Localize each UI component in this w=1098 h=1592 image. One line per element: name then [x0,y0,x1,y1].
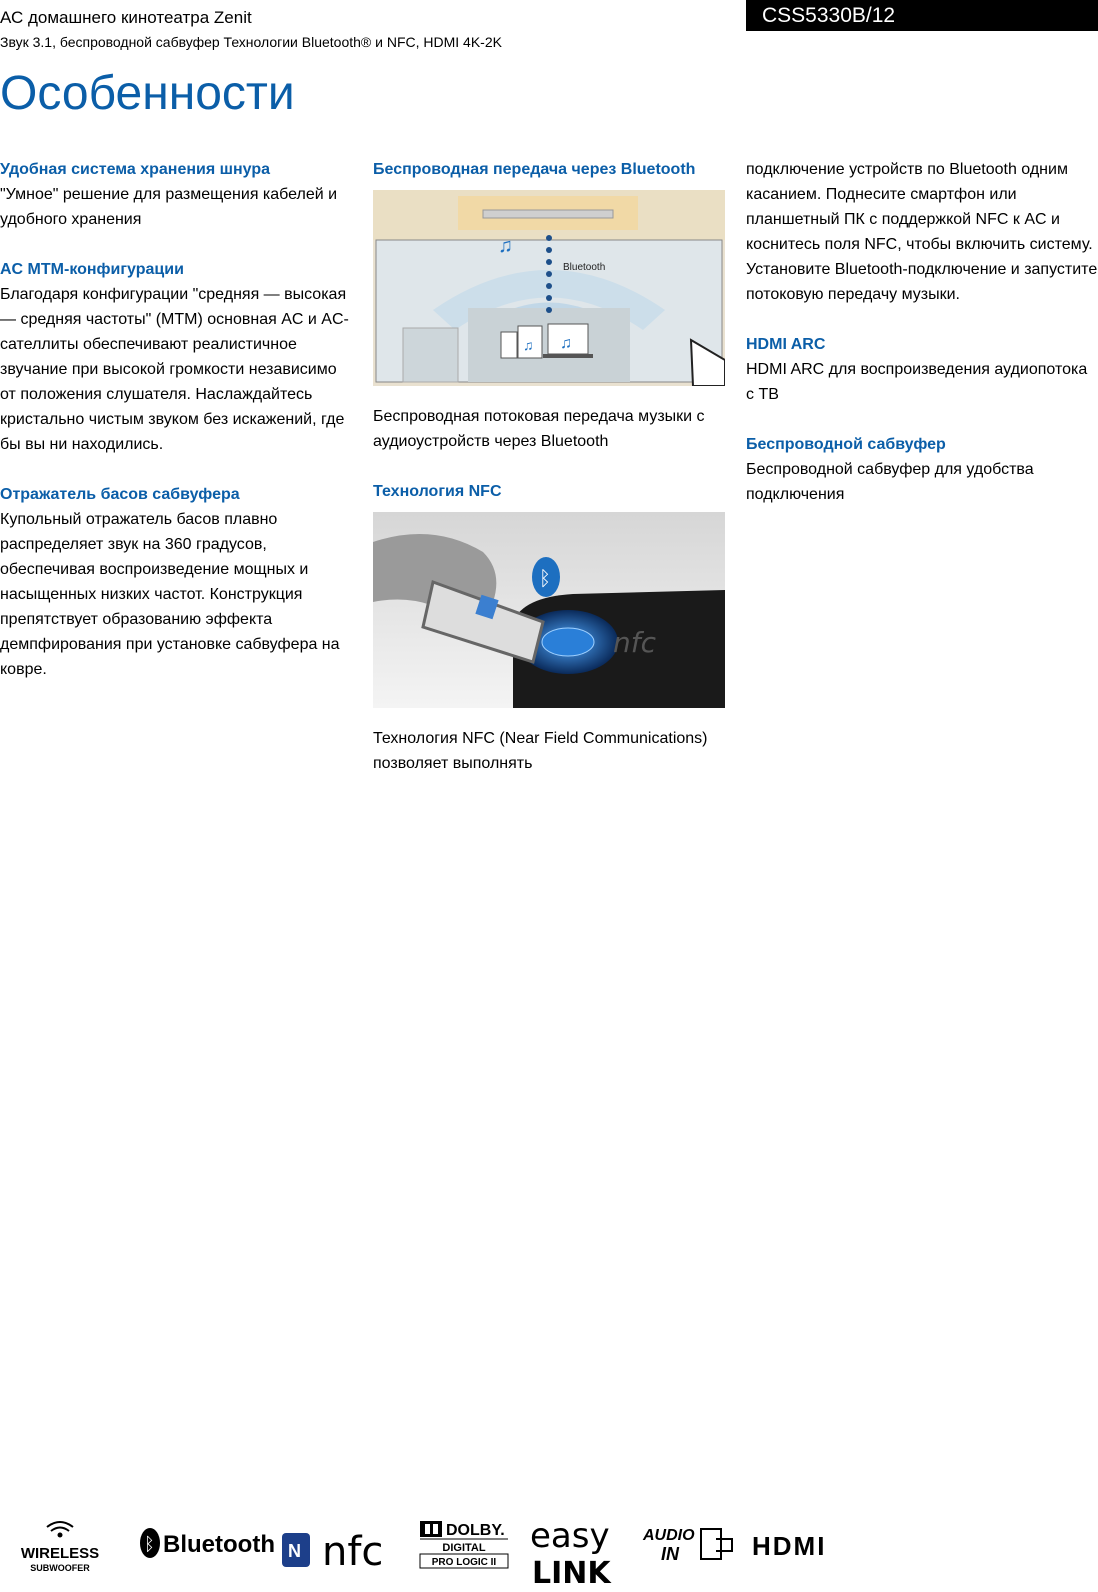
feature-text: Беспроводной сабвуфер для удобства подключения [746,461,1034,503]
model-number-badge: CSS5330B/12 [746,0,1098,31]
nfc-caption: Технология NFC (Near Field Communications) позволяет выполнять [373,730,708,772]
svg-text:SUBWOOFER: SUBWOOFER [30,1563,90,1573]
nfc-illustration [373,512,725,708]
features-column-2 [373,157,725,776]
feature-text: "Умное" решение для размещения кабелей и удобного хранения [0,186,338,228]
feature-mtm [0,257,352,457]
bluetooth-illustration [373,190,725,386]
svg-text:♫: ♫ [560,335,572,352]
svg-text:ᛒ: ᛒ [144,1534,155,1554]
svg-text:♫: ♫ [523,337,534,353]
product-name: АС домашнего кинотеатра Zenit [0,8,252,27]
feature-bass-reflector [0,482,352,682]
feature-title: Отражатель басов сабвуфера [0,486,240,503]
feature-text: HDMI ARC для воспроизведения аудиопотока с ТВ [746,361,1088,403]
svg-text:WIRELESS: WIRELESS [20,1545,100,1562]
svg-text:PRO LOGIC II: PRO LOGIC II [431,1557,497,1568]
hdmi-logo [752,1531,826,1561]
bluetooth-logo [140,1528,275,1558]
feature-title: HDMI ARC [746,336,826,353]
features-column-1 [0,157,352,707]
easylink-logo [530,1516,612,1587]
svg-text:N: N [288,1541,301,1561]
svg-text:IN: IN [661,1544,679,1564]
logo-strip [0,1515,1098,1587]
svg-text:DOLBY.: DOLBY. [446,1522,505,1539]
svg-text:♫: ♫ [498,235,513,257]
page-title: Особенности [0,67,295,120]
svg-text:ᛒ: ᛒ [539,568,551,590]
feature-title: Беспроводной сабвуфер [746,436,946,453]
feature-text: Благодаря конфигурации "средняя — высокая — средняя частоты" (MTM) основная AC и AC-сателлиты обеспечивают реалистичное звучание при высокой громкости независимо от положения слушателя. Наслаждайтесь кристально чистым звуком без искажений, где бы вы ни находились. [0,286,349,453]
feature-title-nfc: Технология NFC [373,483,502,500]
svg-text:Bluetooth: Bluetooth [163,1531,275,1558]
feature-text: Купольный отражатель басов плавно распределяет звук на 360 градусов, обеспечивая воспроизведение мощных и насыщенных низких частот. Конструкция препятствует образованию эффекта демпфирования при установке сабвуфера на ковре. [0,511,340,678]
svg-text:easy: easy [530,1516,610,1556]
svg-text:nfc: nfc [322,1529,384,1575]
nfc-logo [282,1529,383,1575]
feature-title-bluetooth: Беспроводная передача через Bluetooth [373,161,696,178]
svg-text:LINK: LINK [532,1556,611,1587]
svg-text:DIGITAL: DIGITAL [442,1542,486,1554]
wireless-subwoofer-logo [21,1522,99,1573]
feature-hdmi-arc [746,332,1098,407]
bluetooth-caption: Беспроводная потоковая передача музыки с аудиоустройств через Bluetooth [373,408,705,450]
nfc-text: nfc [613,626,656,659]
audio-in-logo [642,1527,732,1564]
svg-text:AUDIO: AUDIO [643,1527,695,1544]
feature-cord-storage [0,157,352,232]
feature-title: AC MTM-конфигурации [0,261,184,278]
feature-nfc-continued [746,157,1098,307]
svg-text:HDMI: HDMI [752,1531,827,1561]
dolby-logo [420,1521,508,1568]
feature-wireless-sub [746,432,1098,507]
bluetooth-label: Bluetooth [563,262,606,273]
feature-title: Удобная система хранения шнура [0,161,270,178]
feature-text: подключение устройств по Bluetooth одним касанием. Поднесите смартфон или планшетный ПК с поддержкой NFC к AC и коснитесь поля NFC, чтобы включить систему. Установите Bluetooth-подключение и запустите потоковую передачу музыки. [746,161,1098,303]
features-column-3 [746,157,1098,532]
product-subtitle: Звук 3.1, беспроводной сабвуфер Технологии Bluetooth® и NFC, HDMI 4K-2K [0,34,502,50]
